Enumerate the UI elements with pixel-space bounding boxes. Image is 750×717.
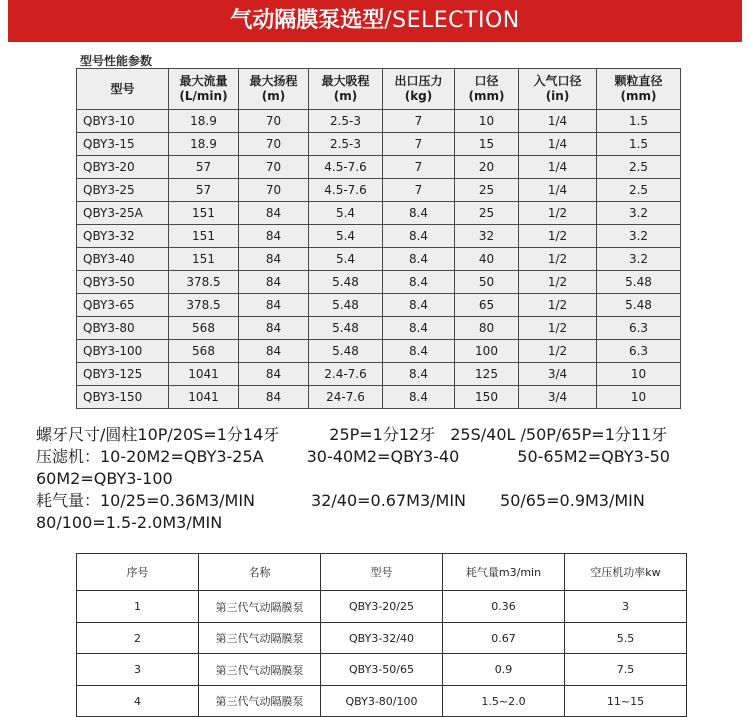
filter-note-b: 30-40M2=QBY3-40: [306, 447, 460, 466]
spec-cell: 1.5: [597, 110, 681, 133]
spec-cell: 57: [169, 156, 239, 179]
spec-cell-model: QBY3-10: [77, 110, 169, 133]
spec-row: [77, 202, 681, 225]
spec-cell-model: QBY3-65: [77, 294, 169, 317]
spec-cell-model: QBY3-25: [77, 179, 169, 202]
compressor-cell: 1: [77, 591, 199, 623]
spec-cell: 10: [597, 363, 681, 386]
banner-title-cn: 气动隔膜泵选型: [230, 8, 385, 33]
compressor-table: [76, 553, 687, 717]
spec-cell: 8.4: [383, 294, 455, 317]
spec-header-unit: (m): [333, 89, 358, 103]
compressor-header-cell: 序号: [77, 554, 199, 591]
spec-cell: 84: [239, 225, 309, 248]
spec-cell: 3.2: [597, 248, 681, 271]
spec-cell: 8.4: [383, 225, 455, 248]
spec-cell: 7: [383, 110, 455, 133]
spec-cell: 6.3: [597, 317, 681, 340]
spec-cell: 57: [169, 179, 239, 202]
compressor-cell: 2: [77, 623, 199, 654]
spec-cell: 80: [455, 317, 519, 340]
spec-cell: 5.48: [597, 271, 681, 294]
spec-cell: 3/4: [519, 363, 597, 386]
spec-header-label: 出口压力: [394, 74, 443, 88]
spec-cell: 5.4: [309, 248, 383, 271]
compressor-cell: 第三代气动隔膜泵: [199, 623, 321, 654]
spec-cell: 24-7.6: [309, 386, 383, 409]
spec-cell: 40: [455, 248, 519, 271]
spec-cell: 8.4: [383, 248, 455, 271]
spec-cell-model: QBY3-40: [77, 248, 169, 271]
compressor-cell: QBY3-80/100: [321, 686, 443, 717]
spec-cell: 70: [239, 156, 309, 179]
compressor-header-cell: 空压机功率kw: [565, 554, 687, 591]
spec-cell: 1/2: [519, 225, 597, 248]
spec-cell: 378.5: [169, 271, 239, 294]
thread-note: [36, 424, 736, 446]
spec-header-unit: (in): [545, 89, 570, 103]
spec-cell: 1/4: [519, 133, 597, 156]
spec-cell-model: QBY3-15: [77, 133, 169, 156]
thread-note-b: 25P=1分12牙: [329, 425, 436, 444]
spec-row: [77, 133, 681, 156]
compressor-header-cell: 型号: [321, 554, 443, 591]
spec-cell: 15: [455, 133, 519, 156]
spec-cell: 84: [239, 340, 309, 363]
spec-cell: 5.48: [597, 294, 681, 317]
compressor-cell: 0.67: [443, 623, 565, 654]
spec-header-unit: (kg): [404, 89, 433, 103]
spec-row: [77, 317, 681, 340]
compressor-cell: 1.5~2.0: [443, 686, 565, 717]
spec-cell-model: QBY3-50: [77, 271, 169, 294]
compressor-header-row: [77, 554, 687, 591]
spec-row: [77, 156, 681, 179]
spec-cell-model: QBY3-80: [77, 317, 169, 340]
spec-row: [77, 179, 681, 202]
spec-header-label: 最大吸程: [321, 74, 370, 88]
air-note: [36, 490, 736, 512]
spec-cell: 20: [455, 156, 519, 179]
spec-cell: 1.5: [597, 133, 681, 156]
spec-cell: 4.5-7.6: [309, 156, 383, 179]
spec-cell-model: QBY3-20: [77, 156, 169, 179]
spec-row: [77, 363, 681, 386]
spec-table-caption: 型号性能参数: [80, 54, 153, 68]
notes-block: [36, 424, 736, 534]
banner-title-en: /SELECTION: [384, 8, 520, 33]
spec-header-cell: [77, 69, 169, 110]
filter-note-d: 60M2=QBY3-100: [36, 469, 173, 488]
spec-header-cell: [239, 69, 309, 110]
spec-cell: 2.5-3: [309, 133, 383, 156]
spec-cell-model: QBY3-25A: [77, 202, 169, 225]
spec-cell: 70: [239, 133, 309, 156]
spec-cell: 100: [455, 340, 519, 363]
spec-header-label: 入气口径: [533, 74, 582, 88]
spec-cell: 7: [383, 179, 455, 202]
spec-cell: 10: [455, 110, 519, 133]
spec-header-cell: [519, 69, 597, 110]
air-note-d: 80/100=1.5-2.0M3/MIN: [36, 513, 223, 532]
spec-cell: 2.5: [597, 156, 681, 179]
thread-note-c: 25S/40L /50P/65P=1分11牙: [450, 425, 668, 444]
spec-cell: 1/2: [519, 271, 597, 294]
spec-cell: 151: [169, 248, 239, 271]
spec-row: [77, 271, 681, 294]
spec-cell: 18.9: [169, 110, 239, 133]
spec-cell: 4.5-7.6: [309, 179, 383, 202]
spec-row: [77, 386, 681, 409]
spec-header-cell: [309, 69, 383, 110]
compressor-header-cell: 名称: [199, 554, 321, 591]
compressor-cell: 0.9: [443, 654, 565, 686]
compressor-cell: QBY3-20/25: [321, 591, 443, 623]
spec-cell: 84: [239, 363, 309, 386]
spec-cell: 7: [383, 156, 455, 179]
spec-cell: 84: [239, 271, 309, 294]
compressor-cell: 第三代气动隔膜泵: [199, 686, 321, 717]
compressor-cell: 7.5: [565, 654, 687, 686]
thread-note-a: 螺牙尺寸/圆柱10P/20S=1分14牙: [36, 425, 280, 444]
spec-cell: 8.4: [383, 386, 455, 409]
compressor-cell: 第三代气动隔膜泵: [199, 591, 321, 623]
spec-header-cell: [597, 69, 681, 110]
spec-header-unit: (L/min): [179, 89, 228, 103]
spec-header-cell: [455, 69, 519, 110]
spec-header-cell: [169, 69, 239, 110]
spec-cell: 8.4: [383, 202, 455, 225]
spec-cell: 5.48: [309, 294, 383, 317]
spec-cell: 8.4: [383, 340, 455, 363]
spec-cell: 5.48: [309, 317, 383, 340]
spec-cell-model: QBY3-100: [77, 340, 169, 363]
air-note-a: 耗气量：10/25=0.36M3/MIN: [36, 491, 256, 510]
spec-table-body: [77, 110, 681, 409]
spec-cell: 151: [169, 202, 239, 225]
compressor-cell: 5.5: [565, 623, 687, 654]
air-note-b: 32/40=0.67M3/MIN: [311, 491, 467, 510]
air-note-cont: [36, 512, 736, 534]
spec-cell: 1/2: [519, 248, 597, 271]
spec-cell: 32: [455, 225, 519, 248]
spec-cell: 3.2: [597, 202, 681, 225]
spec-cell: 1/4: [519, 156, 597, 179]
spec-cell: 10: [597, 386, 681, 409]
spec-header-row: [77, 69, 681, 110]
spec-row: [77, 225, 681, 248]
spec-cell: 7: [383, 133, 455, 156]
compressor-cell: 第三代气动隔膜泵: [199, 654, 321, 686]
spec-cell: 568: [169, 340, 239, 363]
page-banner: [8, 0, 742, 42]
spec-cell: 8.4: [383, 363, 455, 386]
spec-cell: 84: [239, 202, 309, 225]
spec-cell: 5.4: [309, 225, 383, 248]
spec-header-label: 最大扬程: [249, 74, 298, 88]
spec-cell: 1/4: [519, 110, 597, 133]
spec-cell: 5.4: [309, 202, 383, 225]
spec-cell: 84: [239, 248, 309, 271]
spec-cell: 84: [239, 294, 309, 317]
spec-cell: 84: [239, 386, 309, 409]
spec-cell: 125: [455, 363, 519, 386]
spec-cell: 150: [455, 386, 519, 409]
spec-cell: 1/2: [519, 294, 597, 317]
spec-row: [77, 340, 681, 363]
filter-note-a: 压滤机：10-20M2=QBY3-25A: [36, 447, 264, 466]
compressor-cell: 3: [565, 591, 687, 623]
spec-cell: 65: [455, 294, 519, 317]
spec-cell: 6.3: [597, 340, 681, 363]
filter-note-c: 50-65M2=QBY3-50: [517, 447, 670, 466]
spec-cell: 2.4-7.6: [309, 363, 383, 386]
spec-cell-model: QBY3-125: [77, 363, 169, 386]
compressor-row: [77, 654, 687, 686]
compressor-cell: 0.36: [443, 591, 565, 623]
spec-cell: 378.5: [169, 294, 239, 317]
compressor-cell: QBY3-50/65: [321, 654, 443, 686]
spec-cell: 3.2: [597, 225, 681, 248]
spec-cell: 18.9: [169, 133, 239, 156]
spec-table: [76, 68, 681, 409]
spec-cell: 25: [455, 202, 519, 225]
spec-cell-model: QBY3-150: [77, 386, 169, 409]
spec-cell: 3/4: [519, 386, 597, 409]
spec-header-label: 型号: [110, 81, 135, 96]
compressor-cell: 3: [77, 654, 199, 686]
spec-cell: 2.5-3: [309, 110, 383, 133]
spec-cell: 84: [239, 317, 309, 340]
spec-cell: 5.48: [309, 271, 383, 294]
spec-cell: 25: [455, 179, 519, 202]
spec-cell: 1/2: [519, 317, 597, 340]
filter-note: [36, 446, 736, 468]
compressor-row: [77, 686, 687, 717]
compressor-cell: 4: [77, 686, 199, 717]
spec-cell: 568: [169, 317, 239, 340]
compressor-row: [77, 623, 687, 654]
spec-header-cell: [383, 69, 455, 110]
compressor-table-body: [77, 591, 687, 717]
spec-cell: 1/2: [519, 202, 597, 225]
spec-cell: 5.48: [309, 340, 383, 363]
spec-cell: 2.5: [597, 179, 681, 202]
spec-header-label: 口径: [474, 74, 499, 88]
spec-cell: 1/2: [519, 340, 597, 363]
compressor-cell: 11~15: [565, 686, 687, 717]
spec-cell: 50: [455, 271, 519, 294]
spec-cell: 8.4: [383, 317, 455, 340]
spec-cell: 70: [239, 179, 309, 202]
air-note-c: 50/65=0.9M3/MIN: [500, 491, 645, 510]
spec-header-unit: (mm): [468, 89, 505, 103]
filter-note-cont: [36, 468, 736, 490]
spec-header-unit: (mm): [620, 89, 657, 103]
spec-row: [77, 248, 681, 271]
spec-cell: 70: [239, 110, 309, 133]
compressor-cell: QBY3-32/40: [321, 623, 443, 654]
spec-header-unit: (m): [261, 89, 286, 103]
spec-cell: 8.4: [383, 271, 455, 294]
spec-cell: 151: [169, 225, 239, 248]
spec-header-label: 颗粒直径: [614, 74, 663, 88]
spec-cell-model: QBY3-32: [77, 225, 169, 248]
compressor-row: [77, 591, 687, 623]
spec-cell: 1041: [169, 386, 239, 409]
spec-cell: 1/4: [519, 179, 597, 202]
spec-row: [77, 110, 681, 133]
spec-header-label: 最大流量: [179, 74, 228, 88]
spec-row: [77, 294, 681, 317]
spec-cell: 1041: [169, 363, 239, 386]
compressor-header-cell: 耗气量m3/min: [443, 554, 565, 591]
